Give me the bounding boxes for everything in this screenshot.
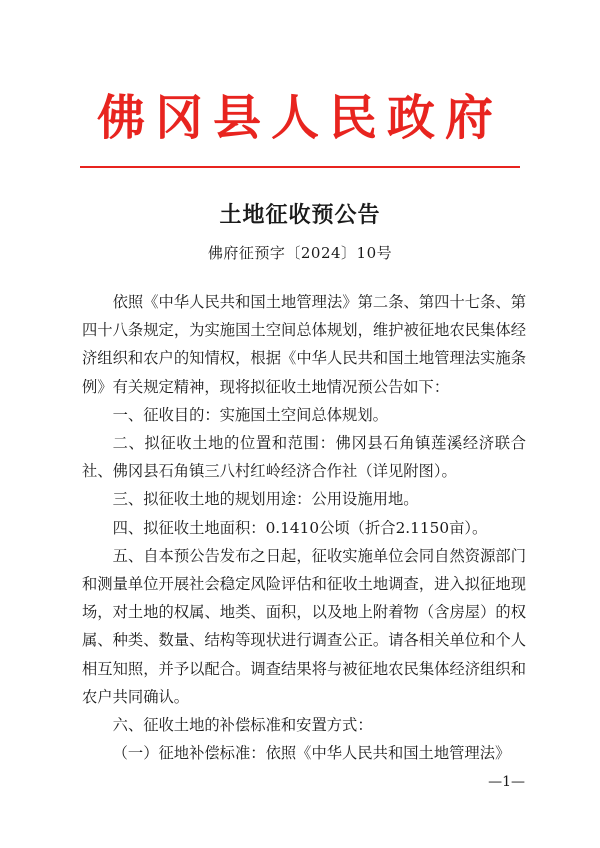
document-body xyxy=(82,288,526,767)
paragraph-purpose: 一、征收目的：实施国土空间总体规划。 xyxy=(112,405,388,424)
red-divider xyxy=(80,166,520,168)
issuer-masthead: 佛冈县人民政府 xyxy=(96,90,503,146)
paragraph-intro: 依照《中华人民共和国土地管理法》第二条、第四十七条、第四十八条规定，为实施国土空间总体规划，维护被征地农民集体经济组织和农户的知情权，根据《中华人民共和国土地管理法实施条例》有关规定精神，现将拟征收土地情况预公告如下： xyxy=(82,293,526,396)
paragraph-area: 四、拟征收土地面积：0.1410公顷（折合2.1150亩）。 xyxy=(112,518,488,537)
document-title: 土地征收预公告 xyxy=(219,203,381,228)
paragraph-planned-use: 三、拟征收土地的规划用途：公用设施用地。 xyxy=(112,490,419,509)
page-number: —1— xyxy=(488,774,525,790)
paragraph-compensation-heading: 六、征收土地的补偿标准和安置方式： xyxy=(112,716,373,735)
document-number: 佛府征预字〔2024〕10号 xyxy=(207,244,393,262)
paragraph-location: 二、拟征收土地的位置和范围：佛冈县石角镇莲溪经济联合社、佛冈县石角镇三八村红岭经济合作社（详见附图）。 xyxy=(82,434,526,481)
paragraph-compensation-standard: （一）征地补偿标准：依照《中华人民共和国土地管理法》 xyxy=(112,744,511,763)
paragraph-survey: 五、自本预公告发布之日起，征收实施单位会同自然资源部门和测量单位开展社会稳定风险评估和征收土地调查，进入拟征地现场，对土地的权属、地类、面积，以及地上附着物（含房屋）的权属、种类、数量、结构等现状进行调查公正。请各相关单位和个人相互知照，并予以配合。调查结果将与被征地农民集体经济组织和农户共同确认。 xyxy=(82,546,526,706)
